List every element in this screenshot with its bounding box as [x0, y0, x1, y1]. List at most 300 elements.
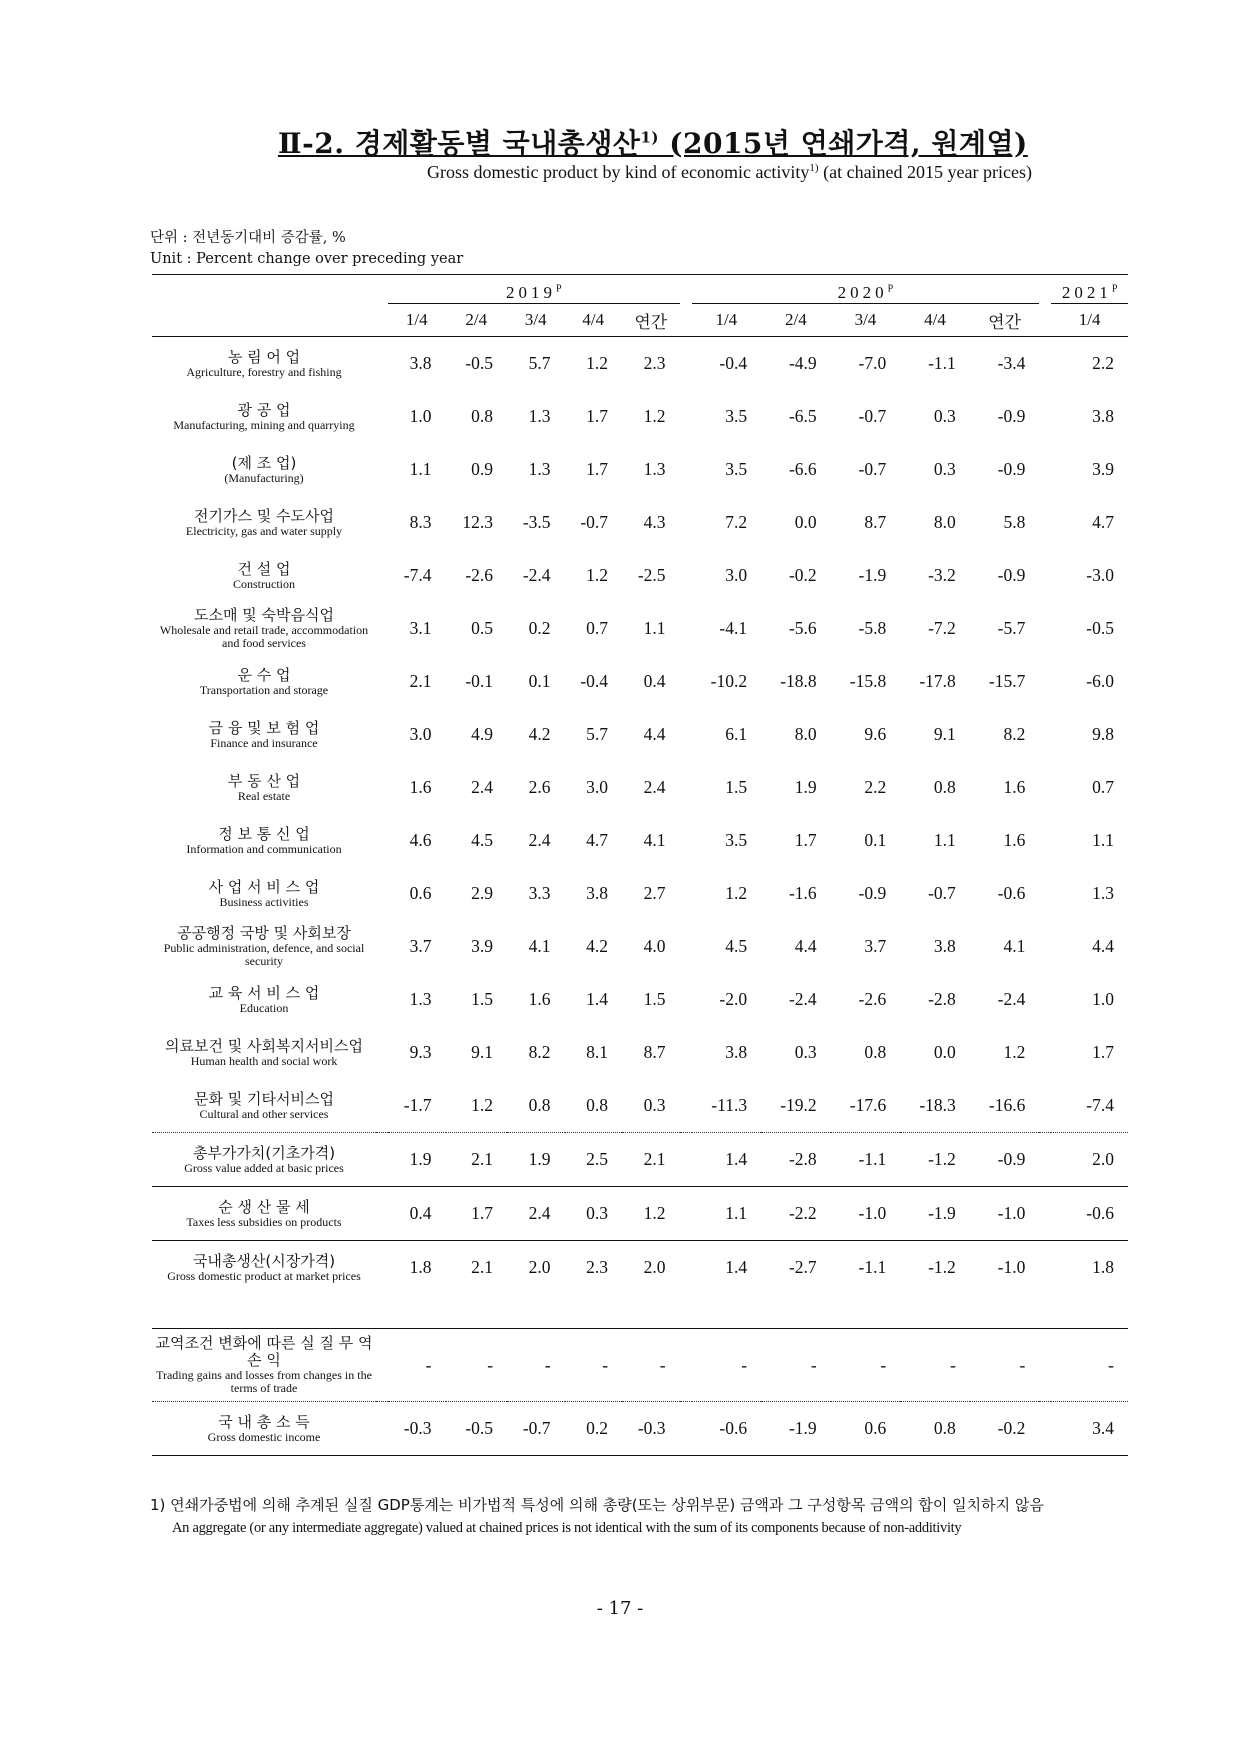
table-cell: -0.6	[997, 883, 1026, 903]
table-cell: 1.2	[1003, 1042, 1026, 1062]
table-cell: 3.8	[1092, 406, 1114, 426]
table-cell: -1.2	[900, 1241, 970, 1295]
table-cell: -0.9	[997, 459, 1026, 479]
row-label	[152, 1187, 376, 1241]
quarter-header: 2/4	[761, 304, 831, 337]
row-label-korean: 총부가가치(기초가격)	[192, 1143, 336, 1162]
table-cell: 5.8	[1003, 512, 1026, 532]
table-cell: -7.0	[858, 353, 887, 373]
table-cell: -0.5	[465, 353, 494, 373]
table-cell: -	[1019, 1354, 1026, 1375]
table-cell: -2.4	[522, 565, 551, 585]
table-cell: -1.1	[831, 1241, 901, 1295]
table-cell: 2.9	[471, 883, 494, 903]
table-cell: -1.9	[858, 565, 887, 585]
row-label-korean: 운 수 업	[237, 665, 291, 684]
table-cell: 4.2	[586, 936, 609, 956]
table-cell: 4.1	[643, 830, 666, 850]
table-cell: -1.0	[970, 1187, 1040, 1241]
table-cell: 3.8	[725, 1042, 748, 1062]
row-label	[152, 973, 376, 1026]
table-cell: 1.3	[409, 989, 432, 1009]
table-cell: 4.4	[794, 936, 817, 956]
row-label	[152, 602, 376, 655]
table-cell: 8.1	[586, 1042, 609, 1062]
table-cell: -0.7	[858, 406, 887, 426]
quarter-header: 연간	[970, 304, 1040, 337]
page-number: - 17 -	[596, 1598, 644, 1619]
table-cell: -2.6	[858, 989, 887, 1009]
table-cell: 1.6	[528, 989, 551, 1009]
table-cell: 1.4	[586, 989, 609, 1009]
row-label-english: Transportation and storage	[199, 682, 329, 697]
table-cell: 2.1	[446, 1133, 508, 1187]
row-label-korean: 부 동 산 업	[227, 771, 301, 790]
table-cell: -0.9	[997, 406, 1026, 426]
table-cell: 1.2	[586, 353, 609, 373]
row-label-korean: 교 육 서 비 스 업	[208, 983, 320, 1002]
table-row	[152, 655, 1128, 708]
table-cell: 2.3	[643, 353, 666, 373]
table-cell: -6.0	[1086, 671, 1114, 691]
table-cell: 9.3	[409, 1042, 432, 1062]
table-cell: 8.0	[794, 724, 817, 744]
row-label	[152, 1026, 376, 1079]
table-cell: -	[659, 1354, 666, 1375]
table-cell: 2.0	[1051, 1133, 1128, 1187]
table-cell: 1.1	[933, 830, 956, 850]
year-header-2021: $2021^P$	[1051, 275, 1128, 304]
table-cell: 4.0	[643, 936, 666, 956]
table-cell: -1.0	[831, 1187, 901, 1241]
row-label-english: Cultural and other services	[199, 1106, 329, 1121]
row-label	[152, 1241, 376, 1295]
table-cell: -0.6	[692, 1402, 762, 1456]
year-header-2020: $2020^P$	[692, 275, 1040, 304]
table-cell: 2.4	[471, 777, 494, 797]
table-cell: 3.8	[409, 353, 432, 373]
row-label-korean: 금 융 및 보 험 업	[208, 718, 320, 737]
table-cell: -2.8	[928, 989, 956, 1009]
row-label-korean: 도소매 및 숙박음식업	[194, 606, 334, 624]
table-cell: -0.5	[446, 1402, 508, 1456]
year-header-row	[152, 275, 1128, 304]
table-row	[152, 602, 1128, 655]
row-label	[152, 1329, 376, 1402]
row-label-english: (Manufacturing)	[224, 470, 304, 485]
table-cell: 0.2	[565, 1402, 623, 1456]
unit-korean: 단위 : 전년동기대비 증감률, %	[150, 230, 346, 246]
table-cell: -1.9	[900, 1187, 970, 1241]
row-label-korean: 교역조건 변화에 따른 실 질 무 역 손 익	[155, 1334, 373, 1369]
table-cell: 0.6	[831, 1402, 901, 1456]
table-row	[152, 1329, 1128, 1402]
table-cell: 3.0	[409, 724, 432, 744]
row-label-korean: 국 내 총 소 득	[218, 1412, 310, 1431]
table-cell: -	[1108, 1354, 1114, 1375]
row-label-english: Gross domestic product at market prices	[167, 1268, 361, 1283]
row-label-english: Wholesale and retail trade, accommodation and food services	[159, 623, 369, 650]
table-cell: 0.4	[388, 1187, 446, 1241]
table-cell: -0.3	[622, 1402, 680, 1456]
table-cell: 2.0	[507, 1241, 565, 1295]
table-cell: 1.9	[794, 777, 817, 797]
row-label-english: Public administration, defence, and social security	[163, 941, 365, 968]
unit-english: Unit : Percent change over preceding year	[150, 251, 464, 267]
row-label-korean: 순 생 산 물 세	[218, 1197, 310, 1216]
table-cell: 0.1	[528, 671, 551, 691]
table-cell: 9.1	[471, 1042, 494, 1062]
row-label-korean: 정 보 통 신 업	[218, 824, 310, 843]
table-cell: 0.7	[586, 618, 609, 638]
table-cell: 8.7	[643, 1042, 666, 1062]
table-cell: 1.2	[622, 1187, 680, 1241]
table-cell: 8.3	[409, 512, 432, 532]
table-row	[152, 1402, 1128, 1456]
table-cell: 0.1	[864, 830, 887, 850]
gdp-table	[152, 274, 1128, 1456]
row-label	[152, 549, 376, 602]
table-cell: 4.1	[1003, 936, 1026, 956]
table-cell: 1.2	[643, 406, 666, 426]
row-label-korean: (제 조 업)	[231, 453, 297, 472]
table-cell: -	[741, 1354, 748, 1375]
quarter-header-row	[152, 304, 1128, 337]
table-cell: 4.5	[471, 830, 494, 850]
table-cell: 1.5	[725, 777, 748, 797]
table-cell: -11.3	[711, 1095, 748, 1115]
table-row	[152, 337, 1128, 391]
table-cell: 0.8	[471, 406, 494, 426]
table-cell: 2.5	[565, 1133, 623, 1187]
table-cell: -6.5	[788, 406, 817, 426]
row-label	[152, 496, 376, 549]
row-label	[152, 1133, 376, 1187]
row-label-english: Agriculture, forestry and fishing	[186, 364, 342, 379]
table-cell: -	[544, 1354, 551, 1375]
table-cell: -5.7	[997, 618, 1026, 638]
table-cell: 1.5	[643, 989, 666, 1009]
row-label	[152, 920, 376, 973]
table-row	[152, 761, 1128, 814]
table-cell: 4.4	[643, 724, 666, 744]
table-cell: 0.6	[409, 883, 432, 903]
table-cell: -15.7	[988, 671, 1026, 691]
row-label-english: Trading gains and losses from changes in the terms of trade	[156, 1368, 372, 1395]
table-cell: 1.0	[1092, 989, 1114, 1009]
row-label-korean: 농 림 어 업	[227, 347, 301, 366]
row-label	[152, 761, 376, 814]
table-cell: -0.9	[997, 565, 1026, 585]
table-cell: 4.5	[725, 936, 748, 956]
table-row	[152, 549, 1128, 602]
table-cell: 1.3	[528, 459, 551, 479]
table-row	[152, 496, 1128, 549]
row-label	[152, 1402, 376, 1456]
row-label	[152, 708, 376, 761]
table-cell: -1.6	[788, 883, 817, 903]
table-cell: 1.3	[528, 406, 551, 426]
table-cell: 8.7	[864, 512, 887, 532]
table-cell: -0.7	[928, 883, 956, 903]
table-cell: -0.7	[507, 1402, 565, 1456]
table-cell: -2.8	[761, 1133, 831, 1187]
row-label-korean: 사 업 서 비 스 업	[208, 877, 320, 896]
table-cell: -2.6	[465, 565, 494, 585]
row-label	[152, 337, 376, 391]
table-cell: -2.7	[761, 1241, 831, 1295]
table-cell: 1.8	[388, 1241, 446, 1295]
table-cell: -3.5	[522, 512, 551, 532]
table-cell: 4.1	[528, 936, 551, 956]
table-cell: 8.2	[528, 1042, 551, 1062]
table-body	[152, 337, 1128, 1456]
table-cell: 1.7	[446, 1187, 508, 1241]
table-cell: 1.0	[409, 406, 432, 426]
row-label	[152, 390, 376, 443]
table-cell: -18.8	[780, 671, 817, 691]
unit-note	[150, 228, 463, 270]
table-cell: 1.6	[1003, 830, 1026, 850]
row-label	[152, 443, 376, 496]
table-cell: -0.7	[858, 459, 887, 479]
table-cell: 4.4	[1092, 936, 1114, 956]
table-cell: -7.4	[1086, 1095, 1114, 1115]
table-cell: -0.6	[1051, 1187, 1128, 1241]
table-cell: 5.7	[586, 724, 609, 744]
row-label-korean: 국내총생산(시장가격)	[192, 1251, 336, 1270]
row-label-english: Finance and insurance	[210, 735, 318, 750]
table-cell: 1.2	[586, 565, 609, 585]
table-cell: 0.8	[864, 1042, 887, 1062]
table-cell: 0.7	[1092, 777, 1114, 797]
table-cell: 0.3	[565, 1187, 623, 1241]
table-row	[152, 1187, 1128, 1241]
table-cell: 1.2	[725, 883, 748, 903]
table-cell: 1.6	[409, 777, 432, 797]
table-cell: 3.9	[1092, 459, 1114, 479]
table-cell: -19.2	[780, 1095, 817, 1115]
table-cell: 0.3	[933, 406, 956, 426]
quarter-header: 연간	[622, 304, 680, 337]
table-row	[152, 1241, 1128, 1295]
table-row	[152, 920, 1128, 973]
footnote-korean: 1) 연쇄가중법에 의해 추계된 실질 GDP통계는 비가법적 특성에 의해 총량(또는 상위부문) 금액과 그 구성항목 금액의 합이 일치하지 않음	[150, 1496, 1044, 1514]
table-cell: -	[880, 1354, 887, 1375]
table-cell: -6.6	[788, 459, 817, 479]
table-cell: 9.8	[1092, 724, 1114, 744]
row-label-english: Construction	[233, 576, 295, 591]
table-cell: 2.1	[622, 1133, 680, 1187]
table-cell: 0.8	[900, 1402, 970, 1456]
row-label-english: Human health and social work	[190, 1053, 338, 1068]
table-cell: 1.7	[586, 459, 609, 479]
table-cell: -17.8	[919, 671, 956, 691]
table-cell: 2.4	[507, 1187, 565, 1241]
table-cell: 4.3	[643, 512, 666, 532]
table-cell: -1.1	[831, 1133, 901, 1187]
table-row	[152, 814, 1128, 867]
table-row	[152, 390, 1128, 443]
table-cell: 2.1	[446, 1241, 508, 1295]
table-cell: 1.2	[471, 1095, 494, 1115]
table-cell: 1.3	[1092, 883, 1114, 903]
table-cell: 2.7	[643, 883, 666, 903]
row-label-english: Gross value added at basic prices	[184, 1160, 344, 1175]
quarter-header: 4/4	[565, 304, 623, 337]
quarter-header: 2/4	[446, 304, 508, 337]
table-cell: -2.2	[761, 1187, 831, 1241]
table-cell: -0.7	[580, 512, 609, 532]
table-cell: 3.5	[725, 406, 748, 426]
table-cell: -18.3	[919, 1095, 956, 1115]
table-cell: 2.0	[622, 1241, 680, 1295]
table-cell: 8.2	[1003, 724, 1026, 744]
table-cell: 3.0	[586, 777, 609, 797]
table-cell: -1.9	[761, 1402, 831, 1456]
quarter-header: 3/4	[507, 304, 565, 337]
table-cell: -5.8	[858, 618, 887, 638]
table-cell: 4.7	[586, 830, 609, 850]
quarter-header: 1/4	[1051, 304, 1128, 337]
row-label-korean: 건 설 업	[237, 559, 291, 578]
table-cell: 0.0	[794, 512, 817, 532]
table-cell: -	[425, 1354, 432, 1375]
table-cell: -2.0	[719, 989, 748, 1009]
row-label	[152, 1079, 376, 1133]
table-cell: 1.4	[692, 1133, 762, 1187]
table-cell: 1.1	[692, 1187, 762, 1241]
table-cell: 0.8	[586, 1095, 609, 1115]
table-cell: 2.2	[1092, 353, 1114, 373]
table-cell: -16.6	[988, 1095, 1026, 1115]
table-cell: -4.1	[719, 618, 748, 638]
row-label	[152, 814, 376, 867]
table-cell: 3.4	[1051, 1402, 1128, 1456]
table-cell: 2.4	[528, 830, 551, 850]
table-cell: -0.2	[970, 1402, 1040, 1456]
table-cell: -15.8	[849, 671, 887, 691]
table-cell: 7.2	[725, 512, 748, 532]
table-cell: 2.3	[565, 1241, 623, 1295]
quarter-header: 4/4	[900, 304, 970, 337]
table-cell: 1.5	[471, 989, 494, 1009]
row-label-korean: 광 공 업	[237, 400, 291, 419]
table-cell: 0.4	[643, 671, 666, 691]
table-cell: -4.9	[788, 353, 817, 373]
table-row	[152, 1133, 1128, 1187]
table-cell: 1.9	[388, 1133, 446, 1187]
table-cell: -	[810, 1354, 817, 1375]
quarter-header: 1/4	[388, 304, 446, 337]
table-cell: 4.7	[1092, 512, 1114, 532]
table-cell: 1.1	[409, 459, 432, 479]
table-cell: 1.8	[1051, 1241, 1128, 1295]
table-row	[152, 1079, 1128, 1133]
table-cell: 6.1	[725, 724, 748, 744]
table-cell: 1.7	[1092, 1042, 1114, 1062]
row-label-english: Information and communication	[186, 841, 342, 856]
title-korean: Ⅱ-2. 경제활동별 국내총생산$^{1)}$ (2015년 연쇄가격, 원계열)	[278, 127, 1028, 160]
table-cell: 0.8	[528, 1095, 551, 1115]
table-cell: 1.7	[794, 830, 817, 850]
table-cell: -0.2	[788, 565, 817, 585]
table-cell: 4.6	[409, 830, 432, 850]
table-cell: 0.3	[794, 1042, 817, 1062]
table-cell: -0.1	[465, 671, 494, 691]
table-cell: 4.9	[471, 724, 494, 744]
table-cell: 2.4	[643, 777, 666, 797]
table-cell: 2.6	[528, 777, 551, 797]
table-cell: -0.4	[580, 671, 609, 691]
table-cell: 8.0	[933, 512, 956, 532]
row-label	[152, 867, 376, 920]
table-cell: -0.3	[388, 1402, 446, 1456]
table-cell: 0.0	[933, 1042, 956, 1062]
row-label	[152, 655, 376, 708]
table-cell: -	[487, 1354, 494, 1375]
table-cell: 0.9	[471, 459, 494, 479]
row-label-english: Electricity, gas and water supply	[185, 523, 343, 538]
table-cell: 1.1	[643, 618, 666, 638]
table-cell: 3.0	[725, 565, 748, 585]
table-cell: 9.6	[864, 724, 887, 744]
row-label-english: Taxes less subsidies on products	[186, 1214, 342, 1229]
table-cell: 0.5	[471, 618, 494, 638]
table-cell: 2.2	[864, 777, 887, 797]
table-cell: 1.4	[692, 1241, 762, 1295]
table-cell: -2.4	[997, 989, 1026, 1009]
table-cell: 0.3	[643, 1095, 666, 1115]
table-cell: -	[602, 1354, 609, 1375]
row-label-korean: 공공행정 국방 및 사회보장	[177, 924, 351, 942]
table-cell: 1.6	[1003, 777, 1026, 797]
table-cell: 2.1	[409, 671, 432, 691]
title-english: Gross domestic product by kind of economic activity$^{1)}$ (at chained 2015 year prices)	[427, 162, 1032, 182]
table-cell: 3.7	[864, 936, 887, 956]
table-cell: 3.9	[471, 936, 494, 956]
table-cell: -10.2	[710, 671, 748, 691]
table-cell: -0.9	[970, 1133, 1040, 1187]
quarter-header: 1/4	[692, 304, 762, 337]
table-cell: 1.9	[507, 1133, 565, 1187]
table-cell: -0.4	[719, 353, 748, 373]
table-cell: -7.4	[403, 565, 432, 585]
table-cell: 0.3	[933, 459, 956, 479]
table-cell: 5.7	[528, 353, 551, 373]
row-label-korean: 문화 및 기타서비스업	[194, 1089, 334, 1108]
table-cell: -2.4	[788, 989, 817, 1009]
table-cell: -1.7	[403, 1095, 432, 1115]
table-cell: 0.2	[528, 618, 551, 638]
table-cell: -3.0	[1086, 565, 1114, 585]
footnote-english: An aggregate (or any intermediate aggregate) valued at chained prices is not identical with the sum of its components because of non-additivity	[172, 1520, 962, 1536]
table-row	[152, 867, 1128, 920]
table-cell: -7.2	[928, 618, 956, 638]
table-row	[152, 443, 1128, 496]
table-cell: -1.0	[970, 1241, 1040, 1295]
table-cell: 3.8	[933, 936, 956, 956]
table-cell: 3.1	[409, 618, 432, 638]
table-cell: -3.4	[997, 353, 1026, 373]
table-cell: -0.5	[1086, 618, 1114, 638]
row-label-english: Gross domestic income	[207, 1429, 321, 1444]
table-cell: -	[949, 1354, 956, 1375]
table-cell: 3.5	[725, 830, 748, 850]
table-cell: 3.5	[725, 459, 748, 479]
table-cell: 0.8	[933, 777, 956, 797]
table-cell: -5.6	[788, 618, 817, 638]
